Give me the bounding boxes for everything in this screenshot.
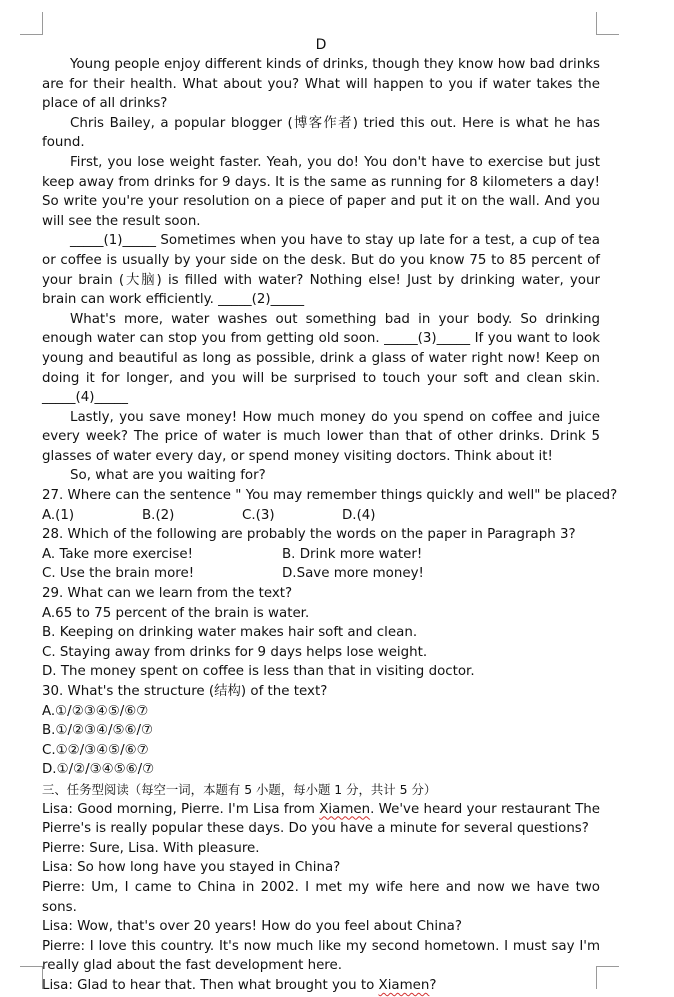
paragraph-6: Lastly, you save money! How much money do you spend on coffee and juice every week? The price of water is much lower than that of other drinks. Drink 5 glasses of water every day, or spend money visiting doctors. Think about it! <box>42 409 600 464</box>
question-27-option-c: C.(3) <box>242 507 275 523</box>
dialogue-line-7 <box>42 976 600 996</box>
question-28-option-b: B. Drink more water! <box>282 546 423 562</box>
blank-4: _____(4)_____ <box>42 390 128 406</box>
dialogue-line-1 <box>42 800 600 839</box>
question-27-option-b: B.(2) <box>142 507 175 523</box>
question-27-option-a: A.(1) <box>42 507 75 523</box>
paragraph-4-text: Sometimes when you have to stay up late for a test, a cup of tea or coffee is usually by your side on the desk. But do you know 75 to 85 percent of your brain (大脑) is filled with water? Nothing else! Just by drinking water, your brain can work efficiently. <box>42 233 600 308</box>
corner-mark-bottom-left <box>20 966 43 989</box>
question-28-option-a: A. Take more exercise! <box>42 546 193 562</box>
blank-3: _____(3)_____ <box>384 331 471 347</box>
question-28-options-row-2 <box>42 564 600 584</box>
question-30-option-d: D.①/②/③④⑤⑥/⑦ <box>42 762 155 778</box>
question-27-stem: 27. Where can the sentence " You may remember things quickly and well" be placed? <box>42 488 618 504</box>
document-page <box>42 35 618 996</box>
dialogue-line-7-post: ? <box>429 977 437 993</box>
dialogue-line-1-post: . We've heard your restaurant The Pierre's is really popular these days. Do you have a minute for several questions? <box>42 801 600 837</box>
dialogue-line-4: Pierre: Um, I came to China in 2002. I met my wife here and now we have two sons. <box>42 879 600 915</box>
question-29-option-a: A.65 to 75 percent of the brain is water. <box>42 605 310 621</box>
question-28-option-c: C. Use the brain more! <box>42 566 195 582</box>
section-letter: D <box>315 37 327 53</box>
question-30-option-b: B.①/②③④/⑤⑥/⑦ <box>42 723 154 739</box>
blank-2: _____(2)_____ <box>218 292 305 308</box>
dialogue-line-7-pre: Lisa: Glad to hear that. Then what brought you to <box>42 977 379 993</box>
dialogue-line-6: Pierre: I love this country. It's now much like my second hometown. I must say I'm really glad about the fast development here. <box>42 938 600 974</box>
question-29-option-c: C. Staying away from drinks for 9 days helps lose weight. <box>42 644 428 660</box>
question-30-stem: 30. What's the structure (结构) of the text? <box>42 684 328 699</box>
dialogue-line-2: Pierre: Sure, Lisa. With pleasure. <box>42 840 260 856</box>
question-30-option-a: A.①/②③④⑤/⑥⑦ <box>42 703 149 719</box>
corner-mark-top-left <box>20 12 43 35</box>
question-29-stem: 29. What can we learn from the text? <box>42 586 293 602</box>
blank-1: _____(1)_____ <box>70 233 156 249</box>
dialogue-line-3: Lisa: So how long have you stayed in China? <box>42 860 341 876</box>
question-27-option-d: D.(4) <box>342 507 376 523</box>
spellcheck-word-xiamen: Xiamen <box>319 801 371 817</box>
paragraph-7: So, what are you waiting for? <box>70 468 266 484</box>
question-27-options <box>42 506 600 526</box>
section-3-heading: 三、任务型阅读（每空一词，本题有 5 小题，每小题 1 分，共计 5 分） <box>42 781 437 797</box>
corner-mark-top-right <box>596 12 619 35</box>
question-30-option-c: C.①②/③④⑤/⑥⑦ <box>42 742 149 758</box>
paragraph-5 <box>42 310 600 408</box>
paragraph-1: Young people enjoy different kinds of drinks, though they know how bad drinks are for their health. What about you? What will happen to you if water takes the place of all drinks? <box>42 57 600 112</box>
paragraph-5-text-1: What's more, water washes out something bad in your body. So drinking enough water can stop you from getting old soon. <box>42 311 600 347</box>
question-29-option-b: B. Keeping on drinking water makes hair soft and clean. <box>42 625 418 641</box>
paragraph-2: Chris Bailey, a popular blogger (博客作者) tried this out. Here is what he has found. <box>42 115 600 151</box>
dialogue-line-1-pre: Lisa: Good morning, Pierre. I'm Lisa from <box>42 801 320 817</box>
spellcheck-word-xiamen-2: Xiamen <box>378 977 430 993</box>
question-28-option-d: D.Save more money! <box>282 566 424 582</box>
paragraph-3: First, you lose weight faster. Yeah, you do! You don't have to exercise but just keep away from drinks for 9 days. It is the same as running for 8 kilometers a day! So write you're your resolution on a piece of paper and put it on the wall. And you will see the result soon. <box>42 154 600 229</box>
question-29-option-d: D. The money spent on coffee is less than that in visiting doctor. <box>42 664 475 680</box>
question-28-stem: 28. Which of the following are probably the words on the paper in Paragraph 3? <box>42 527 576 543</box>
paragraph-5-text-2: If you want to look young and beautiful as long as possible, drink a glass of water right now! Keep on doing it for longer, and you will be surprised to touch your soft and clean skin. <box>42 331 600 386</box>
paragraph-4 <box>42 231 600 309</box>
dialogue-line-5: Lisa: Wow, that's over 20 years! How do you feel about China? <box>42 919 462 935</box>
question-28-options-row-1 <box>42 545 600 565</box>
